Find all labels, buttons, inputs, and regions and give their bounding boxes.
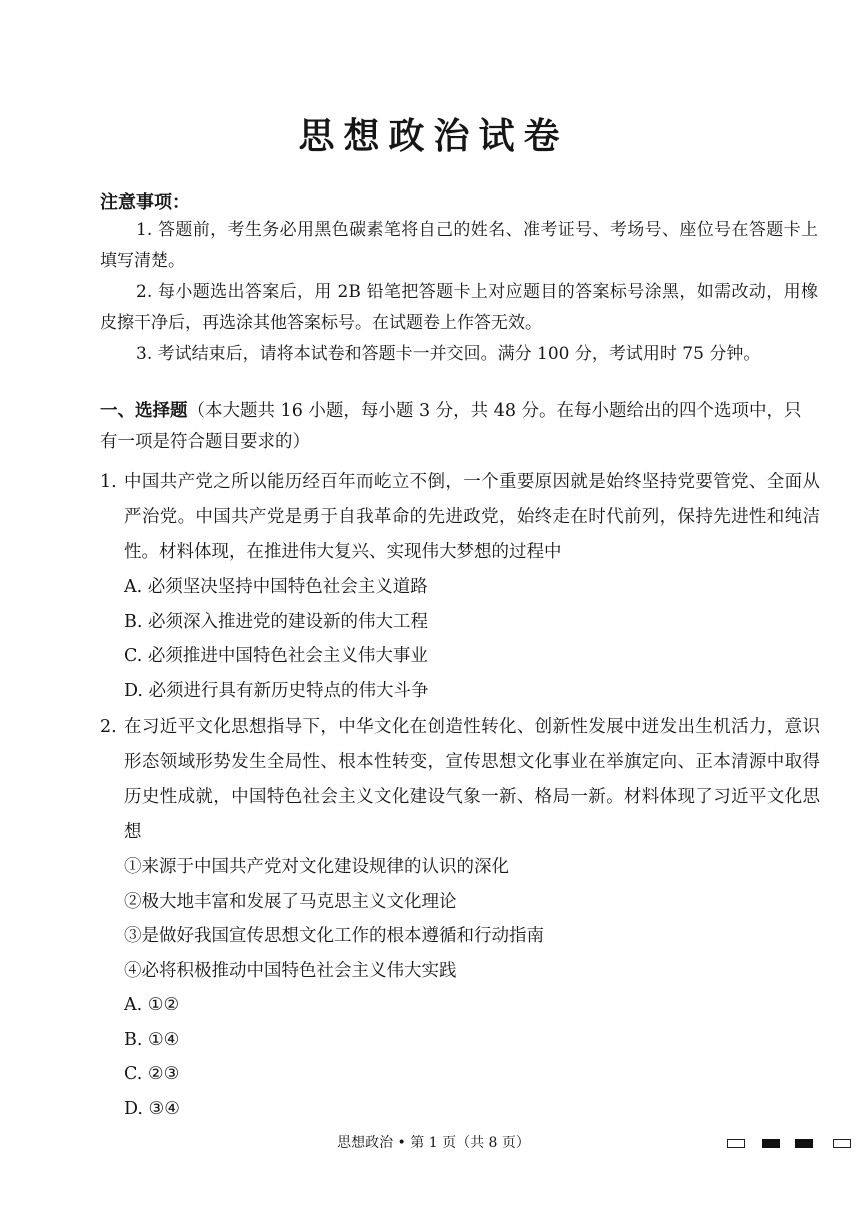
statement-1: ①来源于中国共产党对文化建设规律的认识的深化 — [124, 857, 509, 877]
question-number: 2. — [100, 717, 117, 737]
option-c: C. 必须推进中国特色社会主义伟大事业 — [124, 646, 428, 666]
page-marks — [727, 1139, 867, 1153]
solid-mark — [762, 1139, 780, 1148]
notice-item-2: 2. 每小题选出答案后，用 2B 铅笔把答题卡上对应题目的答案标号涂黑，如需改动，用橡皮擦干净后，再选涂其他答案标号。在试题卷上作答无效。 — [100, 282, 818, 333]
hollow-mark — [727, 1139, 745, 1148]
statement-2: ②极大地丰富和发展了马克思主义文化理论 — [124, 891, 457, 912]
statement-4: ④必将积极推动中国特色社会主义伟大实践 — [124, 960, 457, 981]
hollow-mark — [833, 1139, 851, 1148]
question-1 — [100, 465, 820, 708]
notice-block — [100, 215, 818, 370]
solid-mark — [795, 1139, 813, 1148]
question-list — [100, 465, 820, 1126]
option-d: D. ③④ — [124, 1098, 180, 1119]
section-description: （本大题共 16 小题，每小题 3 分，共 48 分。在每小题给出的四个选项中，只有一项是符合题目要求的） — [100, 401, 802, 452]
option-b: B. ①④ — [124, 1029, 180, 1050]
option-c: C. ②③ — [124, 1064, 180, 1084]
section-title: 一、选择题 — [100, 401, 188, 421]
notice-item-1: 1. 答题前，考生务必用黑色碳素笔将自己的姓名、准考证号、考场号、座位号在答题卡上填写清楚。 — [100, 220, 818, 271]
notice-item-3: 3. 考试结束后，请将本试卷和答题卡一并交回。满分 100 分，考试用时 75 分钟。 — [136, 344, 761, 364]
statement-3: ③是做好我国宣传思想文化工作的根本遵循和行动指南 — [124, 926, 544, 946]
notice-heading: 注意事项： — [100, 192, 190, 213]
question-stem: 中国共产党之所以能历经百年而屹立不倒，一个重要原因就是始终坚持党要管党、全面从严治党。中国共产党是勇于自我革命的先进政党，始终走在时代前列，保持先进性和纯洁性。材料体现，在推进伟大复兴、实现伟大梦想的过程中 — [124, 472, 820, 562]
option-b: B. 必须深入推进党的建设新的伟大工程 — [124, 611, 428, 632]
question-2 — [100, 710, 820, 1126]
section-header — [100, 396, 818, 458]
option-d: D. 必须进行具有新历史特点的伟大斗争 — [124, 680, 429, 701]
exam-title: 思想政治试卷 — [298, 115, 569, 157]
question-stem: 在习近平文化思想指导下，中华文化在创造性转化、创新性发展中迸发出生机活力，意识形态领域形势发生全局性、根本性转变，宣传思想文化事业在举旗定向、正本清源中取得历史性成就，中国特色社会主义文化建设气象一新、格局一新。材料体现了习近平文化思想 — [124, 717, 820, 842]
option-a: A. 必须坚决坚持中国特色社会主义道路 — [124, 577, 428, 597]
page-footer: 思想政治 • 第 1 页（共 8 页） — [337, 1135, 530, 1151]
question-number: 1. — [100, 472, 117, 492]
option-a: A. ①② — [124, 995, 180, 1015]
